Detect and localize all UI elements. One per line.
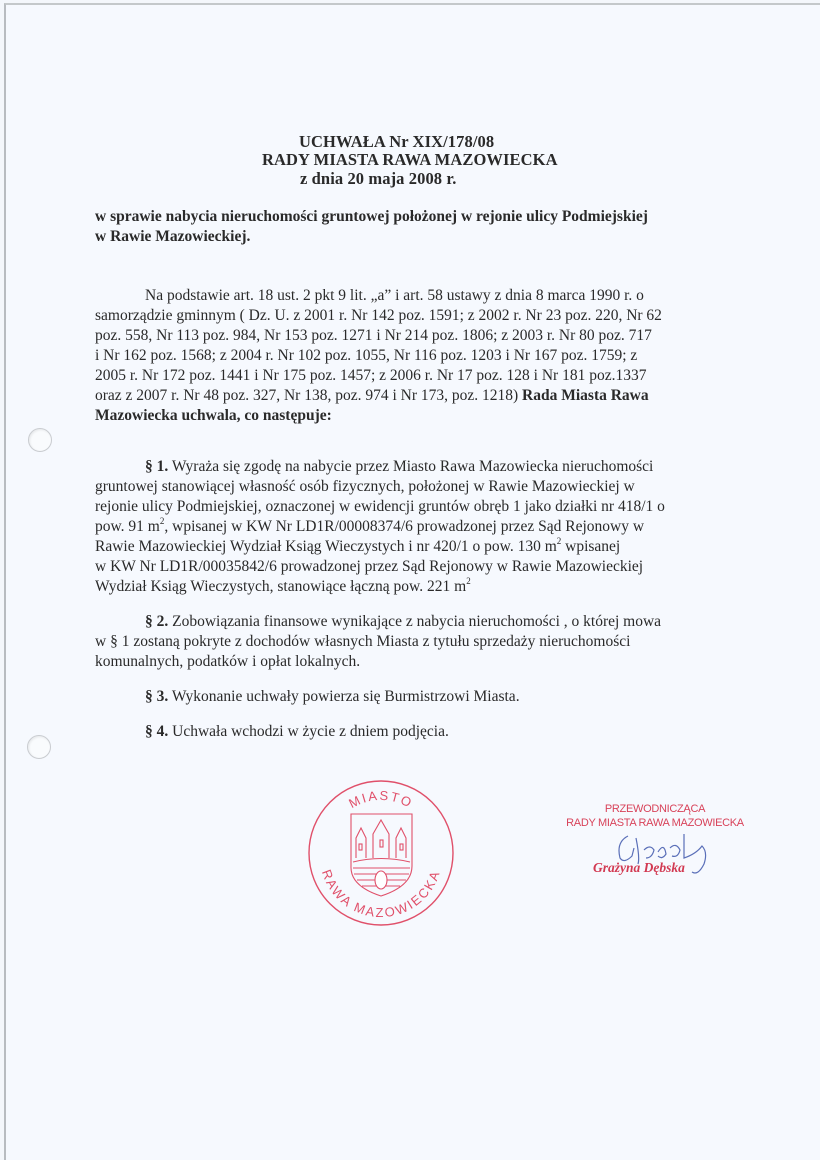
preamble-bold: Rada Miasta Rawa <box>522 387 649 404</box>
section-line: w KW Nr LD1R/00035842/6 prowadzonej przez Sąd Rejonowy w Rawie Mazowieckiej <box>95 558 644 575</box>
section-text: Wydział Ksiąg Wieczystych, stanowiące łączną pow. 221 m <box>95 578 467 595</box>
section-text: Wykonanie uchwały powierza się Burmistrzowi Miasta. <box>168 688 520 705</box>
subject-line: w Rawie Mazowieckiej. <box>95 228 251 245</box>
stamp-top-text: MIASTO <box>346 787 416 812</box>
preamble-text: oraz z 2007 r. Nr 48 poz. 327, Nr 138, poz. 974 i Nr 173, poz. 1218) <box>95 387 523 404</box>
section-3 <box>145 687 520 707</box>
section-line <box>95 577 471 597</box>
resolution-subject <box>95 207 735 247</box>
section-4 <box>145 722 449 742</box>
signatory-name: Grażyna Dębska <box>593 860 685 875</box>
section-text: Uchwała wchodzi w życie z dniem podjęcia. <box>168 723 449 740</box>
signature-block <box>540 802 770 875</box>
section-line: komunalnych, podatków i opłat lokalnych. <box>95 653 361 670</box>
stamp-bottom-text: RAWA MAZOWIECKA <box>318 867 444 921</box>
castle-coat-of-arms-icon <box>351 814 412 896</box>
section-line <box>145 612 661 632</box>
section-line: rejonie ulicy Podmiejskiej, oznaczonej w ewidencji gruntów obręb 1 jako działki nr 418/1 o <box>95 498 665 515</box>
superscript: 2 <box>556 535 562 546</box>
section-text: Wyraża się zgodę na nabycie przez Miasto Rawa Mazowiecka nieruchomości <box>168 458 654 475</box>
section-text: pow. 91 m <box>95 518 160 535</box>
preamble-line: i Nr 162 poz. 1568; z 2004 r. Nr 102 poz. 1055, Nr 116 poz. 1203 i Nr 167 poz. 1759; z <box>95 347 638 364</box>
section-line <box>95 517 644 537</box>
section-line <box>145 457 653 477</box>
preamble-line: Na podstawie art. 18 ust. 2 pkt 9 lit. „a” i art. 58 ustawy z dnia 8 marca 1990 r. o <box>145 287 644 304</box>
preamble-enactment: Mazowiecka uchwala, co następuje: <box>95 407 332 424</box>
section-label: § 4. <box>145 723 169 740</box>
section-text: , wpisanej w KW Nr LD1R/00008374/6 prowadzonej przez Sąd Rejonowy w <box>164 518 645 535</box>
signatory-council: RADY MIASTA RAWA MAZOWIECKA <box>566 817 744 829</box>
section-line <box>95 537 620 557</box>
subject-line: w sprawie nabycia nieruchomości gruntowej położonej w rejonie ulicy Podmiejskiej <box>95 208 648 225</box>
section-line: w § 1 zostaną pokryte z dochodów własnych Miasta z tytułu sprzedaży nieruchomości <box>95 633 631 650</box>
superscript: 2 <box>466 575 471 586</box>
preamble-line: samorządzie gminnym ( Dz. U. z 2001 r. Nr 142 poz. 1591; z 2002 r. Nr 23 poz. 220, Nr 62 <box>95 307 662 324</box>
punch-hole <box>27 735 51 759</box>
signatory-role: PRZEWODNICZĄCA <box>604 803 706 815</box>
resolution-date: z dnia 20 maja 2008 r. <box>300 169 457 188</box>
punch-hole <box>28 428 52 452</box>
preamble-line: 2005 r. Nr 172 poz. 1441 i Nr 175 poz. 1457; z 2006 r. Nr 17 poz. 128 i Nr 181 poz.1337 <box>95 367 647 384</box>
section-text: wpisanej <box>561 538 621 555</box>
section-text: Rawie Mazowieckiej Wydział Ksiąg Wieczystych i nr 420/1 o pow. 130 m <box>95 538 557 555</box>
section-label: § 2. <box>145 613 169 630</box>
council-name: RADY MIASTA RAWA MAZOWIECKA <box>262 150 558 169</box>
superscript: 2 <box>159 515 165 526</box>
resolution-number: UCHWAŁA Nr XIX/178/08 <box>299 132 495 151</box>
official-stamp <box>306 778 456 928</box>
section-label: § 3. <box>145 688 169 705</box>
section-line: gruntowej stanowiącej własność osób fizycznych, położonej w Rawie Mazowieckiej w <box>95 478 635 495</box>
preamble-line <box>95 386 649 406</box>
section-text: Zobowiązania finansowe wynikające z nabycia nieruchomości , o której mowa <box>168 613 662 630</box>
preamble-line: poz. 558, Nr 113 poz. 984, Nr 153 poz. 1271 i Nr 214 poz. 1806; z 2003 r. Nr 80 poz. 717 <box>95 327 652 344</box>
section-label: § 1. <box>145 458 169 475</box>
